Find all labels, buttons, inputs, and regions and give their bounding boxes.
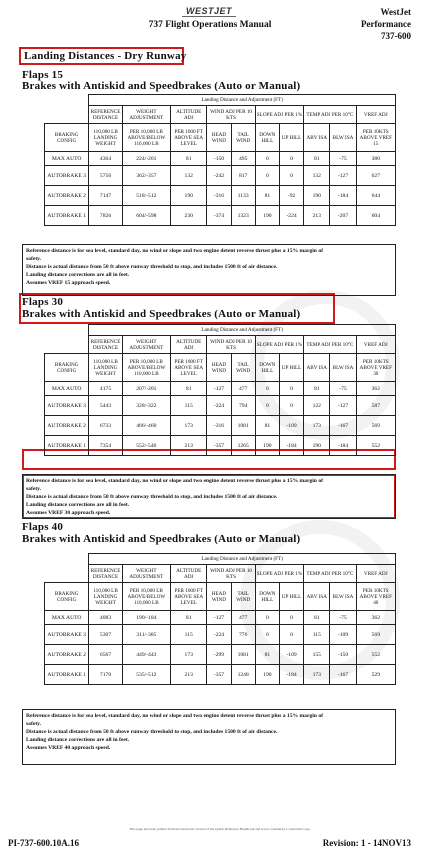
value-cell: 4175 (89, 382, 122, 396)
sub-header: BLW ISA (330, 354, 356, 382)
braking-config-cell: AUTOBRAKE 2 (45, 645, 89, 665)
column-header: SLOPE ADJ PER 1% (255, 106, 303, 124)
flaps-heading: Flaps 40 (22, 521, 64, 533)
value-cell: 495 (231, 152, 255, 166)
value-cell: 477 (231, 611, 255, 625)
value-cell: 1133 (231, 186, 255, 206)
value-cell: 518/-512 (122, 186, 170, 206)
westjet-logo: WESTJET (164, 6, 254, 17)
value-cell: 81 (171, 611, 207, 625)
value-cell: 173 (171, 645, 207, 665)
value-cell: -75 (330, 152, 356, 166)
value-cell: 0 (255, 611, 279, 625)
landing-distance-table (44, 94, 396, 226)
note-line: Reference distance is for sea level, standard day, no wind or slope and two engine detent reverse thrust plus a 15% margin of (26, 713, 323, 719)
value-cell: 81 (304, 152, 330, 166)
value-cell: 7354 (89, 436, 122, 456)
value-cell: 569 (356, 416, 395, 436)
sub-header: ABV ISA (304, 583, 330, 611)
value-cell: 81 (255, 416, 279, 436)
column-header: ALTITUDE ADJ (171, 565, 207, 583)
value-cell: 4364 (89, 152, 122, 166)
value-cell: -224 (207, 396, 231, 416)
note-line: safety. (26, 256, 42, 262)
sub-header: 110,000 LB LANDING WEIGHT (89, 124, 122, 152)
column-header: WIND ADJ PER 10 KTS (207, 106, 255, 124)
value-cell: 115 (171, 625, 207, 645)
column-header: SLOPE ADJ PER 1% (255, 336, 303, 354)
header-model: 737-600 (381, 31, 411, 41)
note-line: Assumes VREF 30 approach speed. (26, 510, 111, 516)
brakes-subtitle: Brakes with Antiskid and Speedbrakes (Auto or Manual) (22, 308, 301, 320)
brakes-subtitle: Brakes with Antiskid and Speedbrakes (Auto or Manual) (22, 533, 301, 545)
sub-header: PER 10,000 LB ABOVE/BELOW 110,000 LB (122, 124, 170, 152)
brakes-subtitle: Brakes with Antiskid and Speedbrakes (Auto or Manual) (22, 80, 301, 92)
column-header: WEIGHT ADJUSTMENT (122, 565, 170, 583)
column-header: WEIGHT ADJUSTMENT (122, 106, 170, 124)
sub-header: PER 1000 FT ABOVE SEA LEVEL (171, 124, 207, 152)
value-cell: 132 (171, 166, 207, 186)
column-header: TEMP ADJ PER 10°C (304, 106, 356, 124)
table-row (45, 166, 396, 186)
braking-config-cell: AUTOBRAKE 2 (45, 416, 89, 436)
value-cell: 1323 (231, 206, 255, 226)
value-cell: 569 (356, 625, 395, 645)
sub-header: 110,000 LB LANDING WEIGHT (89, 354, 122, 382)
value-cell: 155 (304, 645, 330, 665)
table-row (45, 645, 396, 665)
value-cell: 213 (171, 665, 207, 685)
value-cell: 535/-512 (122, 665, 170, 685)
value-cell: -316 (207, 416, 231, 436)
sub-header: TAIL WIND (231, 354, 255, 382)
table-row (45, 152, 396, 166)
table-row (45, 382, 396, 396)
value-cell: 477 (231, 382, 255, 396)
value-cell: -109 (279, 416, 303, 436)
value-cell: 6733 (89, 416, 122, 436)
header-airline: WestJet (380, 7, 411, 17)
table-row (45, 611, 396, 625)
note-line: Landing distance corrections are all in feet. (26, 272, 130, 278)
sub-header: UP HILL (279, 354, 303, 382)
column-header: ALTITUDE ADJ (171, 106, 207, 124)
table-row (45, 436, 396, 456)
value-cell: -150 (207, 152, 231, 166)
notes-box (22, 244, 396, 296)
sub-header: BLW ISA (330, 583, 356, 611)
value-cell: 122 (304, 396, 330, 416)
value-cell: 207/-201 (122, 382, 170, 396)
value-cell: 173 (304, 416, 330, 436)
value-cell: 0 (255, 625, 279, 645)
note-line: safety. (26, 486, 42, 492)
sub-header: TAIL WIND (231, 583, 255, 611)
note-line: Distance is actual distance from 50 ft above runway threshold to stop, and includes 1500 ft of air distance. (26, 264, 278, 270)
column-header: WIND ADJ PER 10 KTS (207, 336, 255, 354)
value-cell: 362 (356, 611, 395, 625)
note-line: safety. (26, 721, 42, 727)
braking-config-cell: MAX AUTO (45, 152, 89, 166)
value-cell: -184 (330, 436, 356, 456)
sub-header: HEAD WIND (207, 124, 231, 152)
value-cell: 644 (356, 186, 395, 206)
sub-header: PER 10KTS ABOVE VREF 30 (356, 354, 395, 382)
value-cell: 0 (279, 152, 303, 166)
sub-header: DOWN HILL (255, 583, 279, 611)
column-header: VREF ADJ (356, 565, 395, 583)
column-header: TEMP ADJ PER 10°C (304, 565, 356, 583)
value-cell: -207 (330, 206, 356, 226)
value-cell: 7826 (89, 206, 122, 226)
value-cell: -224 (207, 625, 231, 645)
value-cell: 4083 (89, 611, 122, 625)
value-cell: 0 (279, 166, 303, 186)
braking-config-cell: AUTOBRAKE 3 (45, 166, 89, 186)
value-cell: 173 (304, 665, 330, 685)
table-row (45, 665, 396, 685)
notes-box (22, 474, 396, 519)
value-cell: -127 (330, 396, 356, 416)
value-cell: 362/-357 (122, 166, 170, 186)
value-cell: 213 (304, 206, 330, 226)
value-cell: -75 (330, 611, 356, 625)
sub-header: BRAKING CONFIG (45, 583, 89, 611)
value-cell: 1081 (231, 645, 255, 665)
value-cell: -167 (330, 665, 356, 685)
value-cell: -109 (279, 645, 303, 665)
table-row (45, 396, 396, 416)
value-cell: -242 (207, 166, 231, 186)
flaps-heading: Flaps 30 (22, 296, 64, 308)
value-cell: -374 (207, 206, 231, 226)
value-cell: 449/-443 (122, 645, 170, 665)
value-cell: 132 (304, 166, 330, 186)
note-line: Distance is actual distance from 50 ft above runway threshold to stop, and includes 1500 ft of air distance. (26, 729, 278, 735)
value-cell: 81 (304, 382, 330, 396)
column-header: SLOPE ADJ PER 1% (255, 565, 303, 583)
note-line: Reference distance is for sea level, standard day, no wind or slope and two engine detent reverse thrust plus a 15% margin of (26, 248, 323, 254)
value-cell: 213 (171, 436, 207, 456)
sub-header: TAIL WIND (231, 124, 255, 152)
value-cell: 817 (231, 166, 255, 186)
value-cell: 0 (279, 396, 303, 416)
note-line: Reference distance is for sea level, standard day, no wind or slope and two engine detent reverse thrust plus a 15% margin of (26, 478, 323, 484)
value-cell: 224/-201 (122, 152, 170, 166)
sub-header: UP HILL (279, 124, 303, 152)
value-cell: 362 (356, 382, 395, 396)
notes-box (22, 709, 396, 765)
table-row (45, 625, 396, 645)
footer-page-id: PI-737-600.10A.16 (8, 838, 79, 848)
braking-config-cell: AUTOBRAKE 3 (45, 396, 89, 416)
value-cell: 1248 (231, 665, 255, 685)
sub-header: PER 10KTS ABOVE VREF 40 (356, 583, 395, 611)
sub-header: PER 10KTS ABOVE VREF 15 (356, 124, 395, 152)
flaps-heading: Flaps 15 (22, 69, 64, 81)
note-line: Landing distance corrections are all in feet. (26, 737, 130, 743)
sub-header: UP HILL (279, 583, 303, 611)
value-cell: 81 (171, 152, 207, 166)
note-line: Distance is actual distance from 50 ft above runway threshold to stop, and includes 1500 ft of air distance. (26, 494, 278, 500)
value-cell: 1081 (231, 416, 255, 436)
value-cell: 587 (356, 396, 395, 416)
value-cell: 5307 (89, 625, 122, 645)
column-header: VREF ADJ (356, 336, 395, 354)
value-cell: 190 (171, 186, 207, 206)
value-cell: 552 (356, 645, 395, 665)
sub-header: BRAKING CONFIG (45, 354, 89, 382)
value-cell: -75 (330, 382, 356, 396)
value-cell: 190 (255, 206, 279, 226)
note-line: Assumes VREF 40 approach speed. (26, 745, 111, 751)
sub-header: BLW ISA (330, 124, 356, 152)
value-cell: 776 (231, 625, 255, 645)
value-cell: 190 (304, 186, 330, 206)
sub-header: PER 1000 FT ABOVE SEA LEVEL (171, 583, 207, 611)
value-cell: 7147 (89, 186, 122, 206)
value-cell: 190 (255, 665, 279, 685)
value-cell: 81 (304, 611, 330, 625)
table-row (45, 416, 396, 436)
note-line: Landing distance corrections are all in feet. (26, 502, 130, 508)
value-cell: 0 (255, 382, 279, 396)
footer-disclaimer: This page has been printed from the electronic version of the Quick Reference Handbook and is not considered a controlled copy. (129, 827, 311, 831)
value-cell: 115 (171, 396, 207, 416)
value-cell: 0 (255, 152, 279, 166)
value-cell: 7170 (89, 665, 122, 685)
group-header: Landing Distance and Adjustment (FT) (89, 325, 396, 336)
value-cell: 794 (231, 396, 255, 416)
value-cell: 380 (356, 152, 395, 166)
table-row (45, 206, 396, 226)
value-cell: -167 (330, 416, 356, 436)
table-row (45, 186, 396, 206)
value-cell: 81 (171, 382, 207, 396)
value-cell: 6567 (89, 645, 122, 665)
value-cell: -127 (207, 611, 231, 625)
braking-config-cell: AUTOBRAKE 1 (45, 206, 89, 226)
value-cell: -127 (207, 382, 231, 396)
value-cell: 552/-546 (122, 436, 170, 456)
value-cell: -357 (207, 436, 231, 456)
value-cell: -184 (279, 665, 303, 685)
braking-config-cell: MAX AUTO (45, 611, 89, 625)
value-cell: 0 (279, 382, 303, 396)
sub-header: PER 10,000 LB ABOVE/BELOW 110,000 LB (122, 354, 170, 382)
value-cell: 190/-184 (122, 611, 170, 625)
value-cell: -92 (279, 186, 303, 206)
value-cell: -109 (330, 625, 356, 645)
column-header: ALTITUDE ADJ (171, 336, 207, 354)
column-header: REFERENCE DISTANCE (89, 106, 122, 124)
manual-title: 737 Flight Operations Manual (148, 20, 272, 30)
value-cell: 5756 (89, 166, 122, 186)
value-cell: 230 (171, 206, 207, 226)
value-cell: -184 (330, 186, 356, 206)
sub-header: DOWN HILL (255, 124, 279, 152)
table-corner (45, 336, 89, 354)
header-right (361, 6, 411, 42)
value-cell: -127 (330, 166, 356, 186)
group-header: Landing Distance and Adjustment (FT) (89, 554, 396, 565)
value-cell: 328/-322 (122, 396, 170, 416)
value-cell: 0 (255, 396, 279, 416)
sub-header: BRAKING CONFIG (45, 124, 89, 152)
value-cell: -316 (207, 186, 231, 206)
value-cell: -150 (330, 645, 356, 665)
braking-config-cell: AUTOBRAKE 3 (45, 625, 89, 645)
table-corner (45, 106, 89, 124)
column-header: TEMP ADJ PER 10°C (304, 336, 356, 354)
header-section: Performance (361, 19, 411, 29)
landing-distance-table (44, 324, 396, 456)
value-cell: 0 (279, 625, 303, 645)
sub-header: HEAD WIND (207, 354, 231, 382)
column-header: VREF ADJ (356, 106, 395, 124)
note-line: Assumes VREF 15 approach speed. (26, 280, 111, 286)
value-cell: 604/-598 (122, 206, 170, 226)
value-cell: -224 (279, 206, 303, 226)
braking-config-cell: AUTOBRAKE 1 (45, 665, 89, 685)
column-header: WEIGHT ADJUSTMENT (122, 336, 170, 354)
group-header: Landing Distance and Adjustment (FT) (89, 95, 396, 106)
braking-config-cell: AUTOBRAKE 1 (45, 436, 89, 456)
value-cell: 552 (356, 436, 395, 456)
sub-header: HEAD WIND (207, 583, 231, 611)
sub-header: ABV ISA (304, 354, 330, 382)
footer-revision: Revision: 1 - 14NOV13 (322, 838, 411, 848)
table-corner (45, 554, 89, 565)
value-cell: -299 (207, 645, 231, 665)
braking-config-cell: MAX AUTO (45, 382, 89, 396)
sub-header: DOWN HILL (255, 354, 279, 382)
value-cell: -357 (207, 665, 231, 685)
value-cell: 627 (356, 166, 395, 186)
sub-header: PER 1000 FT ABOVE SEA LEVEL (171, 354, 207, 382)
value-cell: 115 (304, 625, 330, 645)
column-header: REFERENCE DISTANCE (89, 565, 122, 583)
sub-header: PER 10,000 LB ABOVE/BELOW 110,000 LB (122, 583, 170, 611)
value-cell: 190 (255, 436, 279, 456)
landing-distance-table (44, 553, 396, 685)
value-cell: 0 (279, 611, 303, 625)
value-cell: 604 (356, 206, 395, 226)
value-cell: 173 (171, 416, 207, 436)
value-cell: 466/-460 (122, 416, 170, 436)
value-cell: 190 (304, 436, 330, 456)
braking-config-cell: AUTOBRAKE 2 (45, 186, 89, 206)
sub-header: 110,000 LB LANDING WEIGHT (89, 583, 122, 611)
table-corner (45, 565, 89, 583)
value-cell: 81 (255, 186, 279, 206)
value-cell: 529 (356, 665, 395, 685)
value-cell: 0 (255, 166, 279, 186)
value-cell: 1265 (231, 436, 255, 456)
value-cell: 311/-305 (122, 625, 170, 645)
section-title: Landing Distances - Dry Runway (24, 50, 187, 62)
value-cell: -184 (279, 436, 303, 456)
value-cell: 81 (255, 645, 279, 665)
sub-header: ABV ISA (304, 124, 330, 152)
table-corner (45, 325, 89, 336)
column-header: WIND ADJ PER 10 KTS (207, 565, 255, 583)
column-header: REFERENCE DISTANCE (89, 336, 122, 354)
table-corner (45, 95, 89, 106)
value-cell: 5443 (89, 396, 122, 416)
